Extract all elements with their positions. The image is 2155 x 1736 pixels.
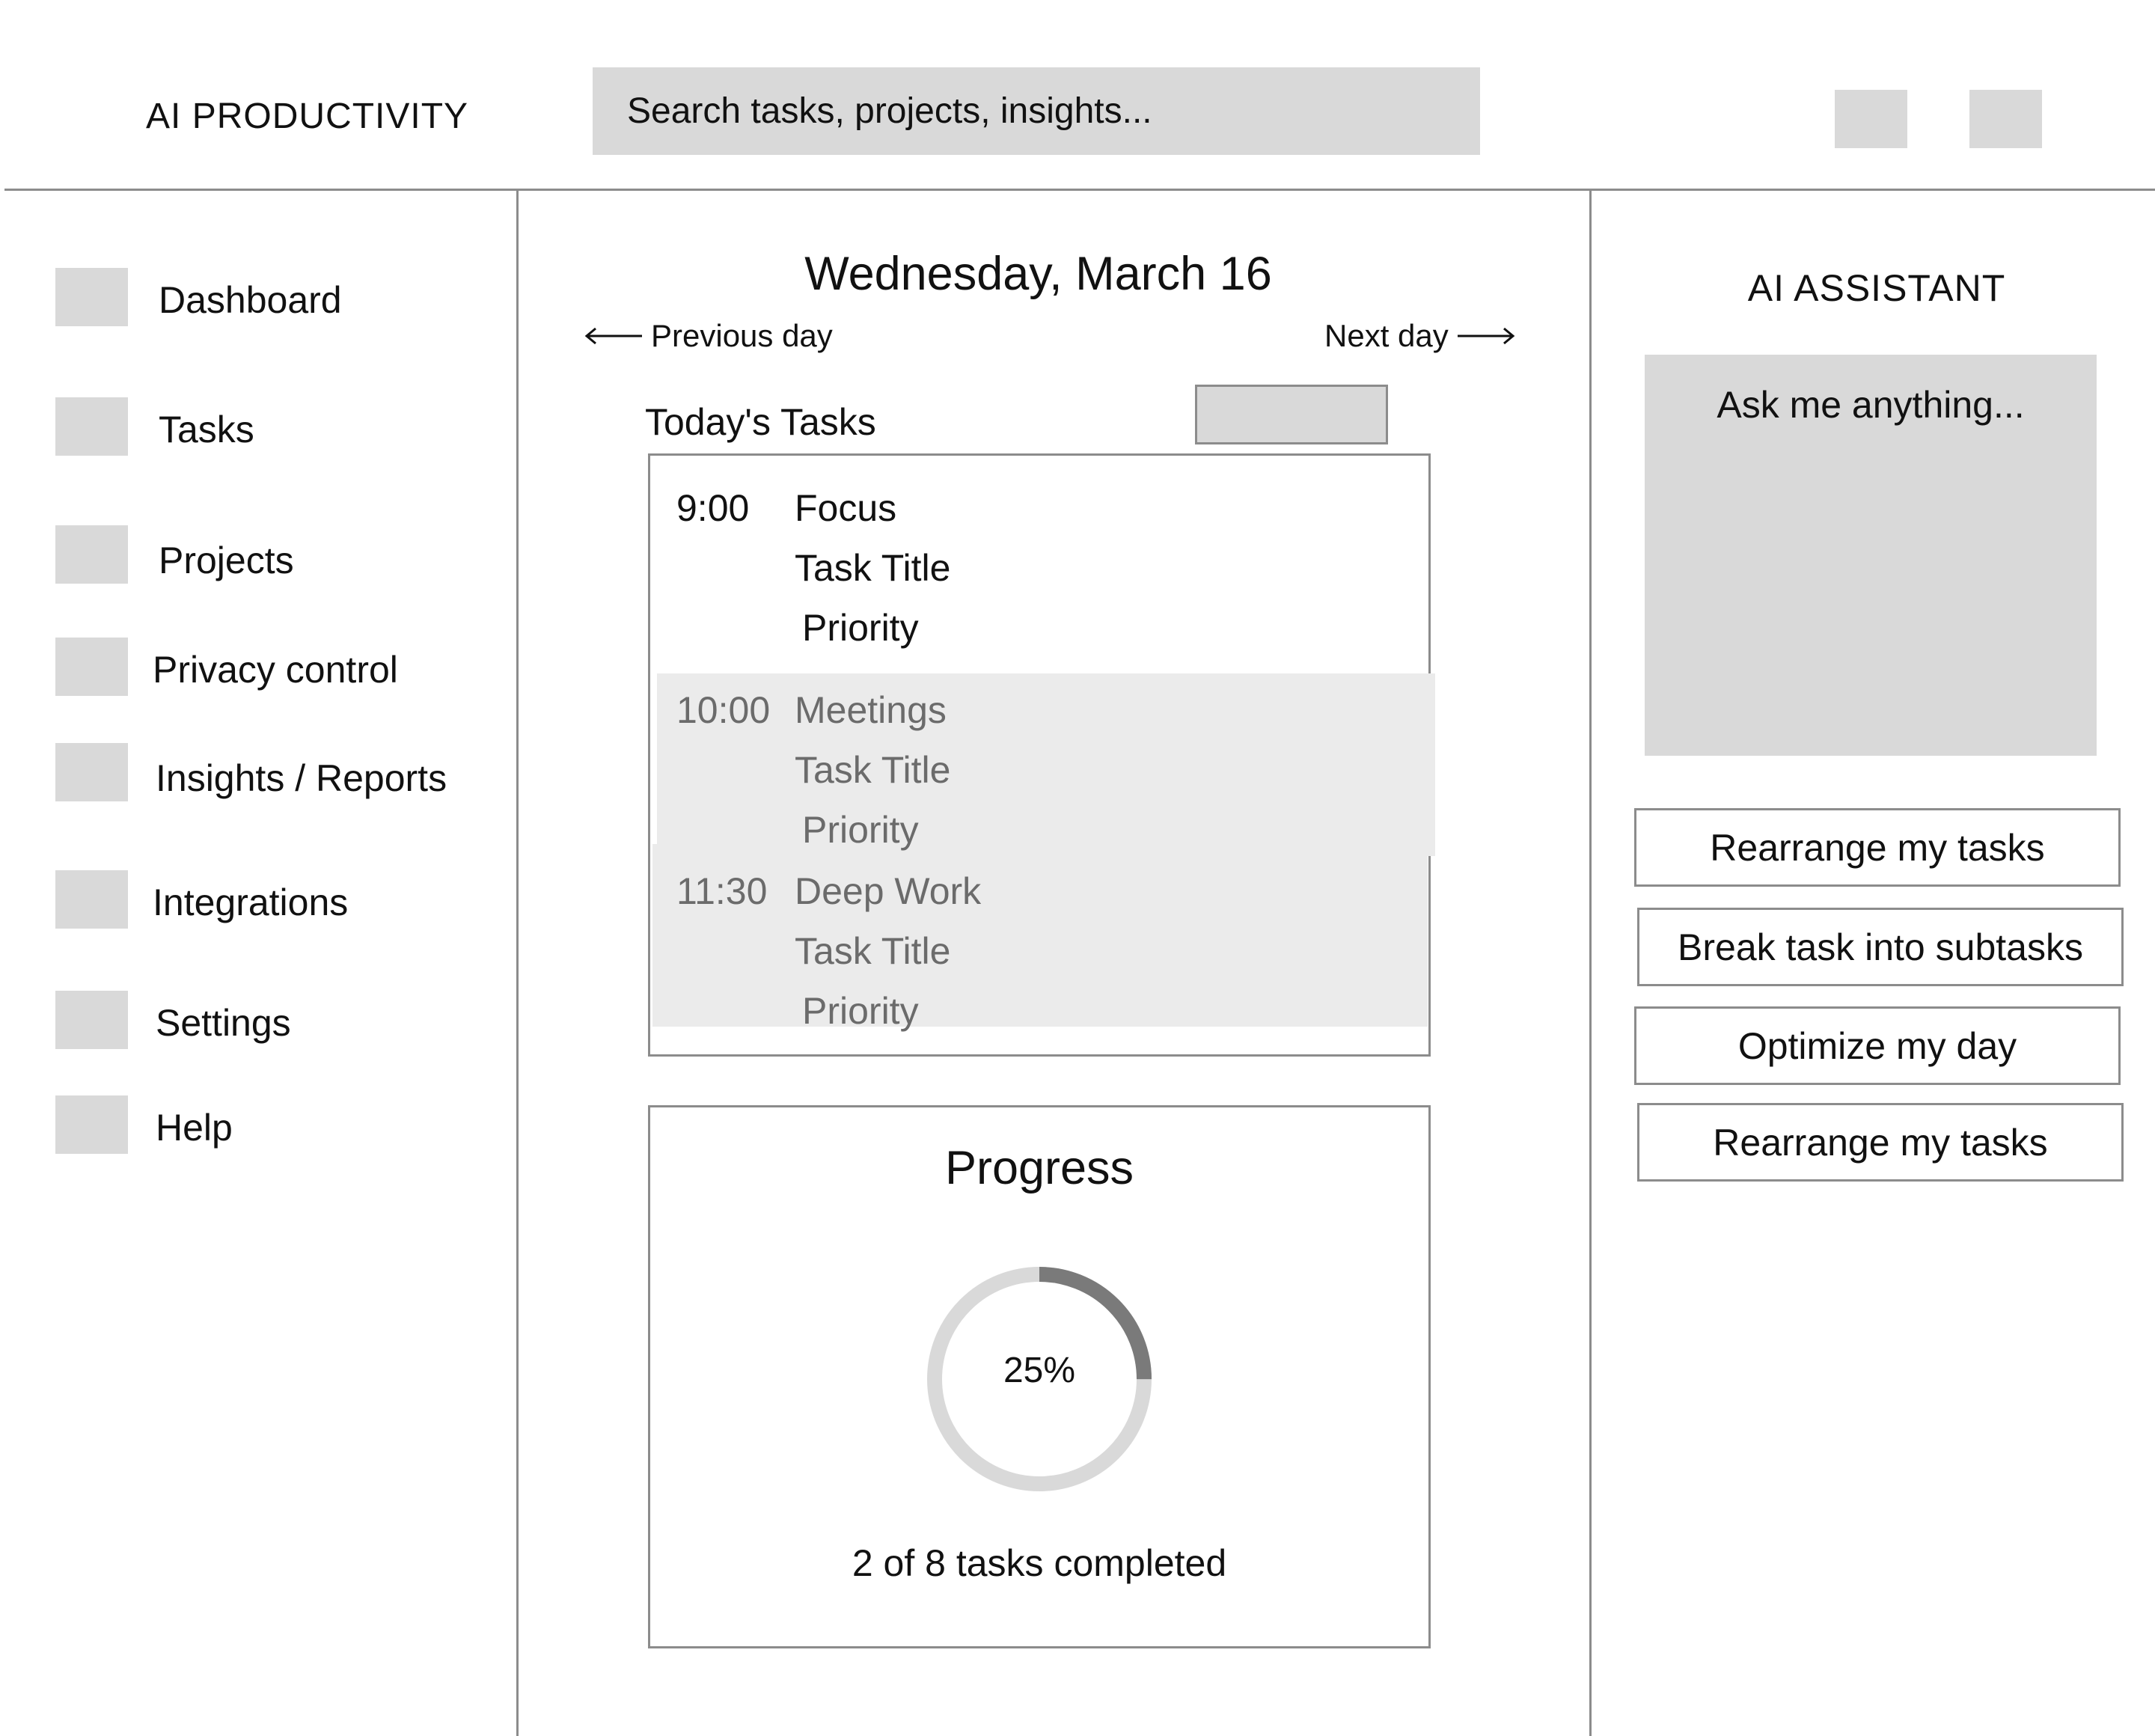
sidebar-item-projects[interactable] [55,525,504,585]
sidebar-item-settings[interactable] [55,991,504,1051]
task-priority: Priority [802,809,919,851]
assistant-divider [1589,190,1592,1736]
task-title: Task Title [795,749,951,791]
sidebar-item-label: Tasks [159,409,254,450]
task-priority: Priority [802,607,919,649]
sidebar-item-privacy-control[interactable] [55,638,504,697]
sidebar-item-label: Dashboard [159,279,342,321]
privacy-icon [55,638,128,696]
arrow-left-icon [584,327,644,345]
assistant-input[interactable] [1645,355,2097,756]
sidebar-item-label: Projects [159,540,294,581]
sidebar-item-label: Settings [156,1002,291,1044]
header-action-button-2[interactable] [1969,90,2042,148]
settings-icon [55,991,128,1049]
app-title: AI PRODUCTIVITY [146,97,469,136]
tasks-icon [55,397,128,456]
task-time: 10:00 [676,689,771,731]
task-title: Task Title [795,547,951,589]
dashboard-icon [55,268,128,326]
task-category: Meetings [795,689,947,731]
optimize-day-button[interactable]: Optimize my day [1634,1006,2121,1085]
sidebar-item-label: Insights / Reports [156,757,447,799]
task-priority: Priority [802,990,919,1032]
search-bar[interactable] [593,67,1480,155]
progress-title: Progress [944,1142,1134,1194]
projects-icon [55,525,128,584]
task-category: Focus [795,487,897,529]
sidebar-item-tasks[interactable] [55,397,504,457]
sidebar-divider [516,190,519,1736]
rearrange-tasks-button[interactable]: Rearrange my tasks [1634,808,2121,887]
sidebar-item-label: Help [156,1107,233,1149]
sidebar-item-label: Privacy control [153,649,398,691]
assistant-title: AI ASSISTANT [1747,267,2006,309]
task-time: 9:00 [676,487,750,529]
task-item[interactable] [676,688,1410,861]
progress-percent: 25% [1003,1351,1076,1390]
insights-icon [55,743,128,801]
previous-day-label: Previous day [651,318,833,353]
task-category: Deep Work [795,870,982,912]
header-action-button-1[interactable] [1835,90,1907,148]
current-date: Wednesday, March 16 [804,248,1272,300]
assistant-input-box[interactable] [1645,355,2097,756]
sidebar-item-dashboard[interactable] [55,268,504,328]
next-day-link[interactable] [1324,318,1516,354]
integrations-icon [55,870,128,929]
task-time: 11:30 [676,870,768,912]
task-title: Task Title [795,930,951,972]
task-item[interactable] [676,869,1410,1042]
tasks-action-button[interactable] [1195,385,1388,444]
sidebar-item-label: Integrations [153,881,349,923]
next-day-label: Next day [1324,318,1449,353]
arrow-right-icon [1456,327,1516,345]
sidebar-item-insights-reports[interactable] [55,743,504,803]
sidebar-item-help[interactable] [55,1095,504,1155]
search-input[interactable] [593,67,1480,155]
break-task-button[interactable]: Break task into subtasks [1637,908,2124,986]
tasks-heading: Today's Tasks [645,401,876,443]
sidebar-item-integrations[interactable] [55,870,504,930]
previous-day-link[interactable] [584,318,833,354]
help-icon [55,1095,128,1154]
progress-summary: 2 of 8 tasks completed [852,1542,1227,1584]
header-divider [4,189,2155,191]
task-item[interactable] [676,486,1410,658]
rearrange-tasks-button-2[interactable]: Rearrange my tasks [1637,1103,2124,1182]
